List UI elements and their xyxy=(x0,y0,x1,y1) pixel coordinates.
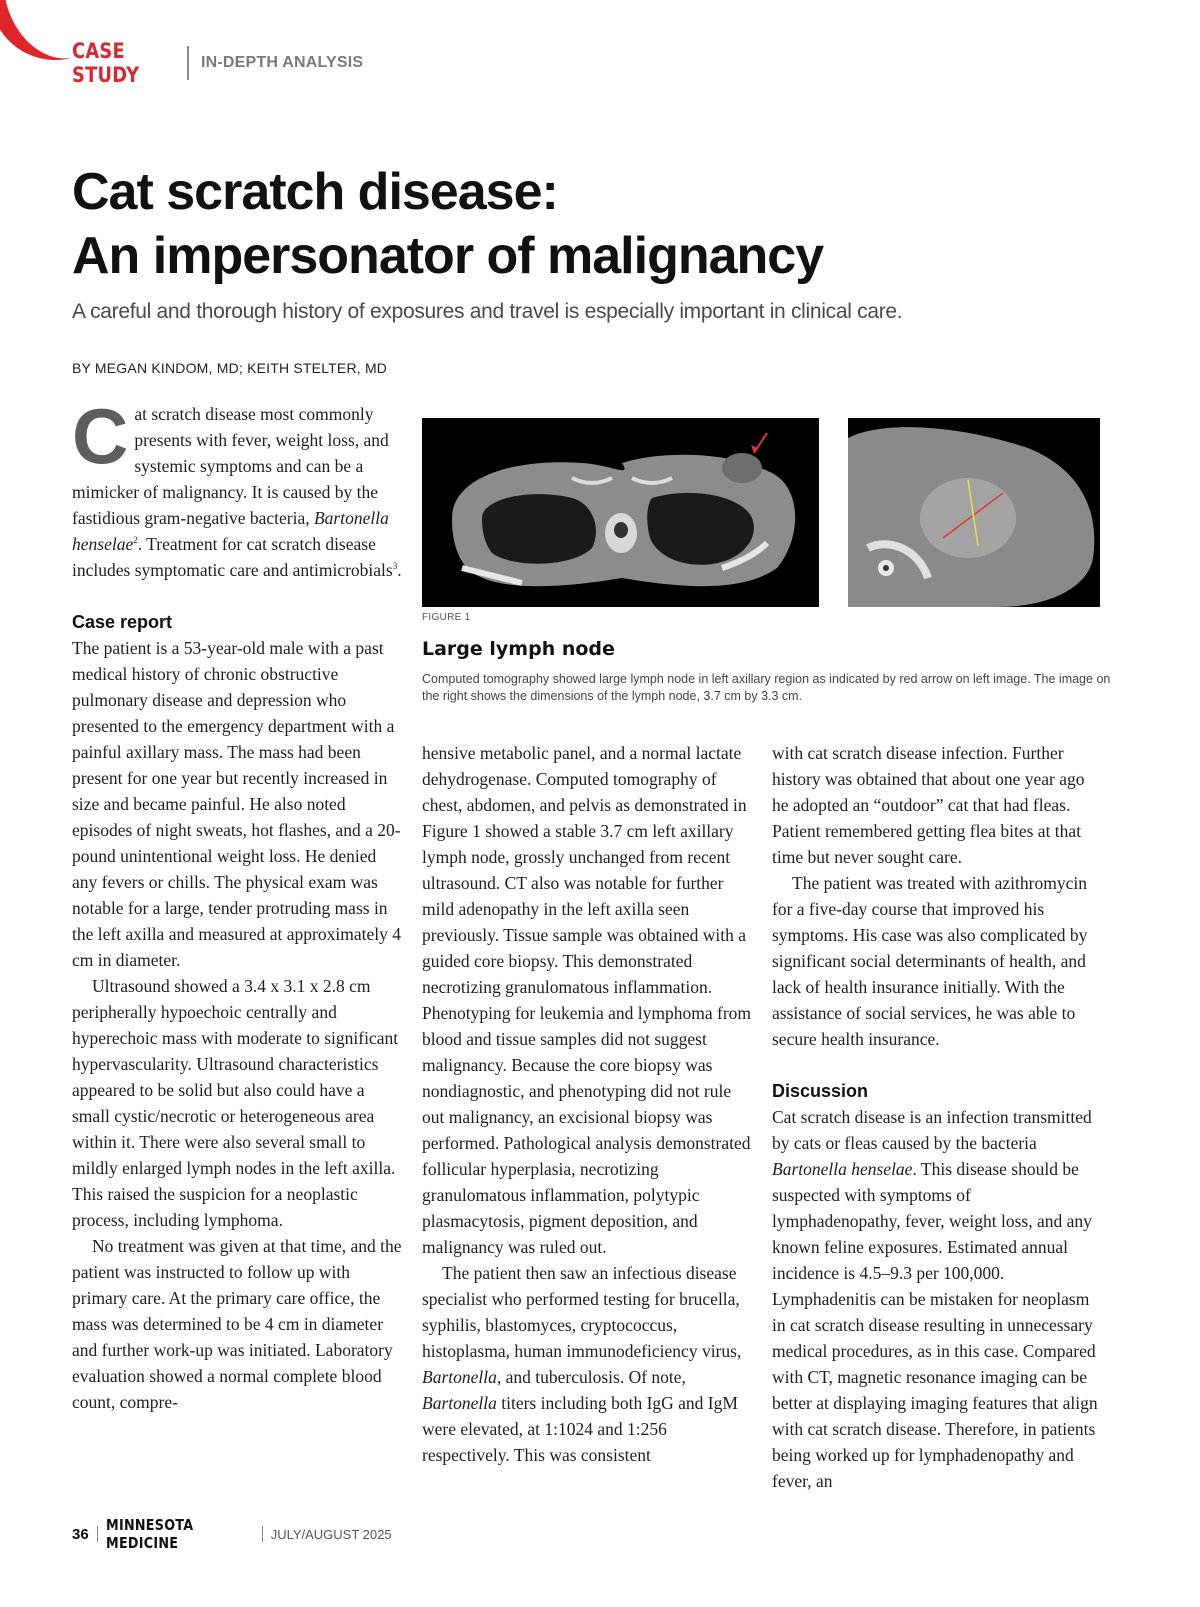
magazine-name: MINNESOTA MEDICINE xyxy=(105,1516,194,1552)
intro-text-b: . Treatment for cat scratch disease includes symptomatic care and antimicrobials xyxy=(72,534,393,580)
column-2 xyxy=(422,740,752,1468)
corner-accent xyxy=(0,0,70,70)
section-label: CASE STUDY xyxy=(72,39,140,87)
title-line-2: An impersonator of malignancy xyxy=(72,227,824,285)
issue-date: JULY/AUGUST 2025 xyxy=(270,1526,392,1542)
page-footer xyxy=(72,1516,392,1552)
header-divider xyxy=(187,46,189,80)
figure-caption: Computed tomography showed large lymph node in left axillary region as indicated by red arrow on left image. The image on the right shows the dimensions of the lymph node, 3.7 cm by 3.3 cm. xyxy=(422,672,1111,703)
intro-paragraph xyxy=(72,392,402,583)
column-3 xyxy=(772,740,1102,1494)
footer-divider-2 xyxy=(262,1526,263,1542)
intro-text-c: . xyxy=(397,560,402,580)
byline: BY MEGAN KINDOM, MD; KEITH STELTER, MD xyxy=(72,360,388,376)
subsection-label: IN-DEPTH ANALYSIS xyxy=(201,54,364,71)
col3-p3: Cat scratch disease is an infection transmitted by cats or fleas caused by the bacteria Bartonella henselae. This disease should be suspected with symptoms of lymphadenopathy, fever, weight loss, and any known feline exposures. Estimated annual incidence is 4.5–9.3 per 100,000. Lymphadenitis can be mistaken for neoplasm in cat scratch disease resulting in unnecessary medical procedures, as in this case. Compared with CT, magnetic resonance imaging can be better at displaying imaging features that align with cat scratch disease. Therefore, in patients being worked up for lymphadenopathy and fever, an xyxy=(772,1107,1098,1491)
ref-2: 2 xyxy=(133,535,138,546)
figure-title: Large lymph node xyxy=(422,638,615,660)
intro-text-a: at scratch disease most commonly presents with fever, weight loss, and systemic symptoms and can be a mimicker of malignancy. It is caused by the fastidious gram-negative bacteria, xyxy=(72,404,389,528)
ref-3: 3 xyxy=(392,561,398,572)
article-title xyxy=(72,160,1132,288)
col2-p1: hensive metabolic panel, and a normal lactate dehydrogenase. Computed tomography of chest, abdomen, and pelvis as demonstrated in Figure 1 showed a stable 3.7 cm left axillary lymph node, grossly unchanged from recent ultrasound. CT also was notable for further mild adenopathy in the left axilla seen previously. Tissue sample was obtained with a guided core biopsy. This demonstrated necrotizing granulomatous inflammation. Phenotyping for leukemia and lymphoma from blood and tissue samples did not suggest malignancy. Because the core biopsy was nondiagnostic, and phenotyping did not rule out malignancy, an excisional biopsy was performed. Pathological analysis demonstrated follicular hyperplasia, necrotizing granulomatous inflammation, polytypic plasmacytosis, pigment deposition, and malignancy was ruled out. xyxy=(422,743,752,1257)
case-report-heading: Case report xyxy=(72,612,173,632)
col3-p1: with cat scratch disease infection. Further history was obtained that about one year ago he adopted an “outdoor” cat that had fleas. Patient remembered getting flea bites at that time but never sought care. xyxy=(772,743,1085,867)
ct-scan-axial-image xyxy=(422,418,819,607)
case-report-p1: The patient is a 53-year-old male with a past medical history of chronic obstructive pulmonary disease and depression who presented to the emergency department with a painful axillary mass. The mass had been present for one year but recently increased in size and became painful. He also noted episodes of night sweats, hot flashes, and a 20-pound unintentional weight loss. He denied any fevers or chills. The physical exam was notable for a large, tender protruding mass in the left axilla and measured at approximately 4 cm in diameter. xyxy=(72,638,401,970)
article-deck: A careful and thorough history of exposures and travel is especially important in clinical care. xyxy=(72,300,903,323)
intro-italic: Bartonella henselae xyxy=(72,508,389,554)
drop-cap: C xyxy=(72,392,129,480)
column-1 xyxy=(72,392,402,1415)
section-header xyxy=(72,39,364,87)
case-report-p2: Ultrasound showed a 3.4 x 3.1 x 2.8 cm peripherally hypoechoic centrally and hyperechoic mass with moderate to significant hypervascularity. Ultrasound characteristics appeared to be solid but also could have a small cystic/necrotic or heterogeneous area within it. There were also several small to mildly enlarged lymph nodes in the left axilla. This raised the suspicion for a neoplastic process, including lymphoma. xyxy=(72,976,399,1230)
case-report-p3: No treatment was given at that time, and the patient was instructed to follow up with primary care. At the primary care office, the mass was determined to be 4 cm in diameter and further work-up was initiated. Laboratory evaluation showed a normal complete blood count, compre- xyxy=(72,1236,402,1412)
col3-p2: The patient was treated with azithromycin for a five-day course that improved his symptoms. His case was also complicated by significant social determinants of health, and lack of health insurance initially. With the assistance of social services, he was able to secure health insurance. xyxy=(772,873,1088,1049)
discussion-heading: Discussion xyxy=(772,1081,869,1101)
figure-label: FIGURE 1 xyxy=(422,612,471,623)
page-number: 36 xyxy=(72,1525,89,1543)
title-line-1: Cat scratch disease: xyxy=(72,163,558,221)
footer-divider xyxy=(97,1526,98,1542)
ct-scan-zoomed-image xyxy=(848,418,1100,607)
col2-p2: The patient then saw an infectious disease specialist who performed testing for brucella, syphilis, blastomyces, cryptococcus, histoplasma, human immunodeficiency virus, Bartonella, and tuberculosis. Of note, Bartonella titers including both IgG and IgM were elevated, at 1:1024 and 1:256 respectively. This was consistent xyxy=(422,1263,742,1465)
